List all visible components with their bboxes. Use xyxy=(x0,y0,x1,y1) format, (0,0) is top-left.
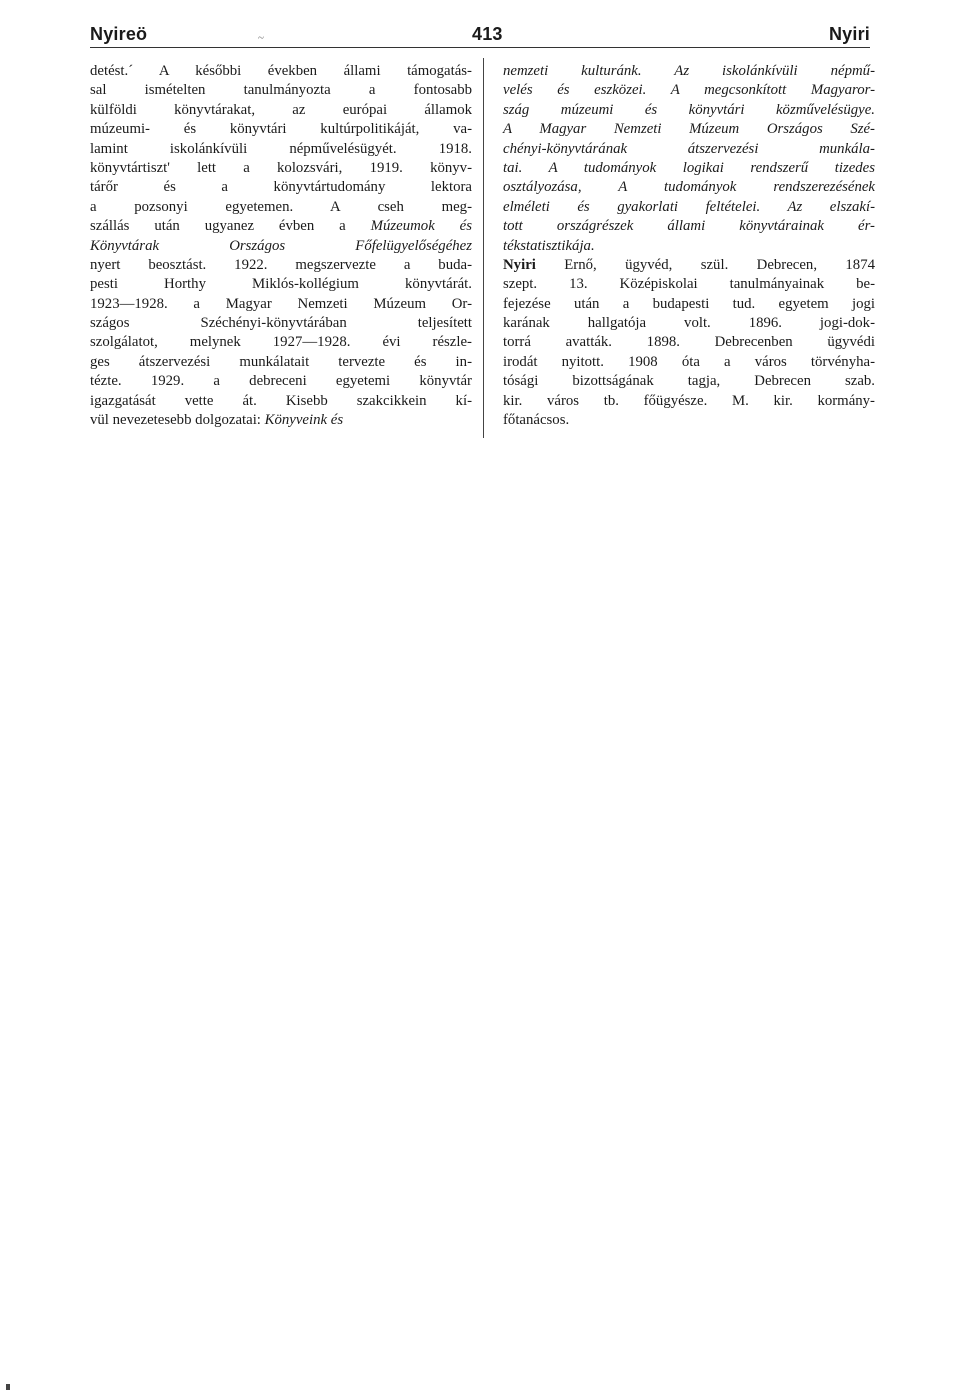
text-line xyxy=(90,217,472,236)
text-segment: irodát nyitott. 1908 óta a város törvényha- xyxy=(503,353,875,370)
text-line xyxy=(503,159,875,178)
text-segment: Múzeumok és xyxy=(370,218,472,235)
text-segment: vül nevezetesebb dolgozatai: xyxy=(90,412,265,429)
text-line xyxy=(90,198,472,217)
text-line xyxy=(90,120,472,139)
text-line xyxy=(503,237,875,256)
text-segment: nyert beosztást. 1922. megszervezte a buda- xyxy=(90,256,472,273)
entry-headword: Nyiri xyxy=(503,256,536,273)
text-line xyxy=(90,62,472,81)
column-divider xyxy=(483,58,484,438)
text-line xyxy=(90,333,472,352)
text-segment: karának hallgatója volt. 1896. jogi-dok- xyxy=(503,315,875,332)
text-line xyxy=(503,62,875,81)
left-column xyxy=(90,62,472,430)
text-line xyxy=(503,295,875,314)
text-segment: tai. A tudományok logikai rendszerű tizedes xyxy=(503,159,875,176)
header-headword-right: Nyiri xyxy=(828,24,870,44)
text-segment: szágos Széchényi-könyvtárában teljesített xyxy=(90,315,472,332)
text-segment: osztályozása, A tudományok rendszerezésének xyxy=(503,179,875,196)
text-segment: Könyveink és xyxy=(264,412,344,429)
text-segment: szept. 13. Középiskolai tanulmányainak be- xyxy=(503,276,875,293)
text-segment: szág múzeumi és könyvtári közművelésügye. xyxy=(503,101,875,118)
text-line xyxy=(90,392,472,411)
right-column xyxy=(503,62,875,430)
text-segment: múzeumi- és könyvtári kultúrpolitikáját, va- xyxy=(90,121,472,138)
text-segment: sal ismételten tanulmányozta a fontosabb xyxy=(90,82,472,99)
scan-mark xyxy=(6,1384,10,1390)
text-line xyxy=(503,81,875,100)
text-line xyxy=(503,372,875,391)
text-segment: tárőr és a könyvtártudomány lektora xyxy=(90,179,472,196)
text-segment: kir. város tb. főügyésze. M. kir. kormány- xyxy=(503,392,875,409)
text-line xyxy=(90,256,472,275)
text-line xyxy=(503,140,875,159)
page-number: 413 xyxy=(472,24,503,44)
text-segment: pesti Horthy Miklós-kollégium könyvtárát. xyxy=(90,276,472,293)
text-segment: detést.´ A későbbi években állami támogatás- xyxy=(90,63,472,79)
text-segment: igazgatását vette át. Kisebb szakcikkein kí- xyxy=(90,392,472,409)
text-line xyxy=(90,275,472,294)
text-segment: Könyvtárak Országos Főfelügyelőségéhez xyxy=(90,237,472,254)
header-headword-left: Nyireö xyxy=(90,24,148,44)
text-line xyxy=(503,101,875,120)
text-line xyxy=(90,237,472,256)
text-line xyxy=(90,295,472,314)
header-rule xyxy=(90,47,870,48)
text-segment: lamint iskolánkívüli népművelésügyét. 1918. xyxy=(90,140,472,157)
text-segment: külföldi könyvtárakat, az európai államok xyxy=(90,101,472,118)
text-line xyxy=(90,314,472,333)
text-segment: tékstatisztikája. xyxy=(503,237,595,254)
text-segment: tott országrészek állami könyvtárainak ér- xyxy=(503,218,875,235)
text-line xyxy=(503,256,875,275)
text-segment: tézte. 1929. a debreceni egyetemi könyvtár xyxy=(90,373,472,390)
text-line xyxy=(90,372,472,391)
text-segment: nemzeti kulturánk. Az iskolánkívüli népmű- xyxy=(503,63,875,79)
text-segment: fejezése után a budapesti tud. egyetem jogi xyxy=(503,295,875,312)
text-line xyxy=(503,178,875,197)
text-segment: velés és eszközei. A megcsonkított Magyaror- xyxy=(503,82,875,99)
text-segment: Ernő, ügyvéd, szül. Debrecen, 1874 xyxy=(535,256,875,273)
text-line xyxy=(90,140,472,159)
text-line xyxy=(503,275,875,294)
text-segment: szolgálatot, melynek 1927—1928. évi részle- xyxy=(90,334,472,351)
text-line xyxy=(90,159,472,178)
page-header xyxy=(90,24,870,58)
text-line xyxy=(503,198,875,217)
text-line xyxy=(503,314,875,333)
text-segment: könyvtártiszt' lett a kolozsvári, 1919. könyv- xyxy=(90,159,472,176)
text-line xyxy=(90,178,472,197)
text-segment: ges átszervezési munkálatait tervezte és in- xyxy=(90,353,472,370)
text-segment: szállás után ugyanez évben a xyxy=(90,218,371,235)
text-line xyxy=(90,411,472,430)
text-segment: torrá avatták. 1898. Debrecenben ügyvédi xyxy=(503,334,875,351)
header-mark: ~ xyxy=(258,32,264,44)
text-line xyxy=(503,411,875,430)
text-line xyxy=(503,392,875,411)
text-segment: főtanácsos. xyxy=(503,412,570,429)
text-line xyxy=(503,353,875,372)
text-line xyxy=(90,81,472,100)
text-line xyxy=(503,217,875,236)
text-segment: chényi-könyvtárának átszervezési munkála- xyxy=(503,140,875,157)
text-line xyxy=(503,333,875,352)
text-segment: a pozsonyi egyetemen. A cseh meg- xyxy=(90,198,472,215)
text-segment: tósági bizottságának tagja, Debrecen szab. xyxy=(503,373,875,390)
text-line xyxy=(503,120,875,139)
text-line xyxy=(90,353,472,372)
text-segment: elméleti és gyakorlati feltételei. Az elszakí- xyxy=(503,198,875,215)
text-segment: A Magyar Nemzeti Múzeum Országos Szé- xyxy=(503,121,875,138)
text-segment: 1923—1928. a Magyar Nemzeti Múzeum Or- xyxy=(90,295,472,312)
text-line xyxy=(90,101,472,120)
